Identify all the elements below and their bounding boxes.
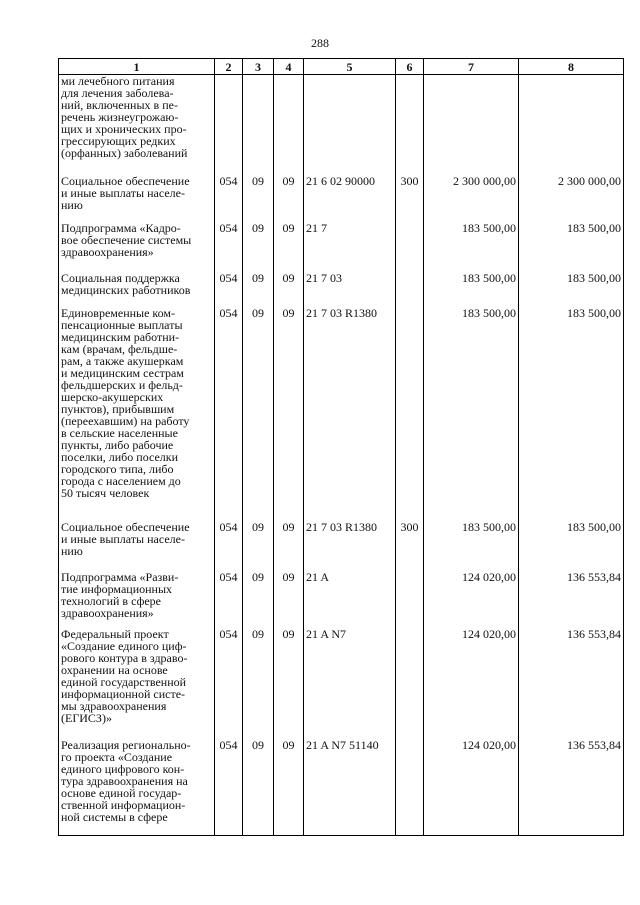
amount-cell: 183 500,00 [424,521,519,571]
target-article-cell: 21 6 02 90000 [304,175,396,222]
section-code-cell: 09 [243,571,274,628]
amount-cell: 136 553,84 [519,628,624,739]
row-name-line: рам, а также акушеркам [61,353,184,368]
ministry-code-cell: 054 [215,628,243,739]
row-name-line: медицинским работни- [61,329,180,344]
ministry-code-cell: 054 [215,571,243,628]
table-header-row [59,59,624,75]
subsection-code-cell: 09 [274,628,304,739]
row-name [59,739,215,836]
amount-cell: 124 020,00 [424,739,519,836]
table-body [59,75,624,836]
row-name [59,307,215,521]
section-code-cell: 09 [243,628,274,739]
expense-type-cell: 300 [396,175,424,222]
target-article-cell: 21 A [304,571,396,628]
expense-type-cell [396,739,424,836]
row-name [59,628,215,739]
row-name-line: ний, включенных в пе- [61,98,178,112]
table-row [59,222,624,272]
column-header: 2 [215,59,243,75]
row-name-line: города с населением до [61,473,181,488]
row-name-line: здравоохранения» [61,244,154,259]
amount-cell [424,75,519,175]
row-name-line: Социальное обеспечение [61,173,190,188]
expense-type-cell: 300 [396,521,424,571]
row-name-line: нию [61,197,83,212]
amount-cell: 2 300 000,00 [519,175,624,222]
target-article-cell: 21 7 03 R1380 [304,521,396,571]
row-name-line: здравоохранения» [61,605,154,620]
amount-cell: 136 553,84 [519,739,624,836]
row-name-line: в сельские населенные [61,425,178,440]
row-name-line: речень жизнеугрожаю- [61,110,179,124]
row-name-line: тие информационных [61,581,173,596]
ministry-code-cell: 054 [215,307,243,521]
row-name [59,75,215,175]
row-name-line: мы здравоохранения [61,698,167,713]
row-name [59,175,215,222]
table-row [59,75,624,175]
target-article-cell: 21 A N7 51140 [304,739,396,836]
row-name-line: и иные выплаты населе- [61,185,185,200]
amount-cell: 183 500,00 [519,307,624,521]
target-article-cell: 21 A N7 [304,628,396,739]
section-code-cell [243,75,274,175]
row-name-line: городского типа, либо [61,461,174,476]
column-header: 1 [59,59,215,75]
row-name-line: Единовременные ком- [61,305,176,320]
budget-table [58,58,624,836]
amount-cell: 183 500,00 [519,222,624,272]
amount-cell: 2 300 000,00 [424,175,519,222]
row-name-line: Подпрограмма «Кадро- [61,220,181,235]
row-name-line: (переехавшим) на работу [61,413,190,428]
section-code-cell: 09 [243,521,274,571]
row-name-line: «Создание единого циф- [61,638,187,653]
expense-type-cell [396,75,424,175]
ministry-code-cell: 054 [215,272,243,307]
row-name-line: ной системы в сфере [61,809,168,824]
row-name [59,521,215,571]
target-article-cell: 21 7 [304,222,396,272]
row-name-line: охранении на основе [61,662,168,677]
row-name-line: нию [61,543,83,558]
row-name-line: рового контура в здраво- [61,650,188,665]
row-name-line: го проекта «Создание [61,749,173,764]
table-row [59,628,624,739]
column-header: 5 [304,59,396,75]
section-code-cell: 09 [243,222,274,272]
subsection-code-cell: 09 [274,175,304,222]
row-name-line: грессирующих редких [61,134,176,148]
ministry-code-cell: 054 [215,739,243,836]
section-code-cell: 09 [243,739,274,836]
row-name-line: пенсационные выплаты [61,317,183,332]
amount-cell: 183 500,00 [424,307,519,521]
subsection-code-cell: 09 [274,739,304,836]
row-name-line: фельдшерских и фельд- [61,377,183,392]
table-row [59,571,624,628]
row-name-line: вое обеспечение системы [61,232,192,247]
table-row [59,272,624,307]
amount-cell: 136 553,84 [519,571,624,628]
row-name [59,222,215,272]
amount-cell [519,75,624,175]
row-name-line: информационной систе- [61,686,186,701]
expense-type-cell [396,222,424,272]
column-header: 6 [396,59,424,75]
expense-type-cell [396,571,424,628]
ministry-code-cell: 054 [215,222,243,272]
target-article-cell [304,75,396,175]
row-name-line: Социальное обеспечение [61,519,190,534]
amount-cell: 183 500,00 [424,272,519,307]
column-header: 7 [424,59,519,75]
row-name-line: Федеральный проект [61,626,169,641]
column-header: 3 [243,59,274,75]
row-name [59,272,215,307]
target-article-cell: 21 7 03 [304,272,396,307]
row-name-line: ственной информацион- [61,797,186,812]
column-header: 8 [519,59,624,75]
row-name-line: (ЕГИСЗ)» [61,710,112,725]
row-name-line: шерско-акушерских [61,389,164,404]
amount-cell: 124 020,00 [424,571,519,628]
row-name-line: (орфанных) заболеваний [61,146,188,160]
row-name-line: Реализация регионально- [61,737,191,752]
row-name-line: для лечения заболева- [61,86,174,100]
subsection-code-cell: 09 [274,307,304,521]
subsection-code-cell: 09 [274,571,304,628]
row-name-line: единой государственной [61,674,187,689]
row-name-line: основе единой государ- [61,785,182,800]
section-code-cell: 09 [243,272,274,307]
ministry-code-cell [215,75,243,175]
row-name-line: тура здравоохранения на [61,773,188,788]
column-header: 4 [274,59,304,75]
row-name [59,571,215,628]
expense-type-cell [396,307,424,521]
table-row [59,739,624,836]
page-number: 288 [311,36,329,50]
row-name-line: Подпрограмма «Разви- [61,569,179,584]
subsection-code-cell: 09 [274,272,304,307]
section-code-cell: 09 [243,307,274,521]
row-name-line: Социальная поддержка [61,270,180,285]
subsection-code-cell: 09 [274,222,304,272]
subsection-code-cell: 09 [274,521,304,571]
row-name-line: поселки, либо поселки [61,449,179,464]
target-article-cell: 21 7 03 R1380 [304,307,396,521]
subsection-code-cell [274,75,304,175]
section-code-cell: 09 [243,175,274,222]
row-name-line: пункты, либо рабочие [61,437,174,452]
row-name-line: 50 тысяч человек [61,485,150,500]
row-name-line: единого цифрового кон- [61,761,185,776]
table-row [59,175,624,222]
row-name-line: кам (врачам, фельдше- [61,341,178,356]
row-name-line: технологий в сфере [61,593,161,608]
table-row [59,307,624,521]
expense-type-cell [396,628,424,739]
row-name-line: и иные выплаты населе- [61,531,185,546]
row-name-line: медицинских работников [61,282,191,297]
amount-cell: 183 500,00 [519,521,624,571]
amount-cell: 183 500,00 [519,272,624,307]
row-name-line: ми лечебного питания [61,74,175,88]
expense-type-cell [396,272,424,307]
amount-cell: 183 500,00 [424,222,519,272]
amount-cell: 124 020,00 [424,628,519,739]
row-name-line: пунктов), прибывшим [61,401,175,416]
ministry-code-cell: 054 [215,521,243,571]
row-name-line: и медицинским сестрам [61,365,184,380]
ministry-code-cell: 054 [215,175,243,222]
row-name-line: щих и хронических про- [61,122,187,136]
table-row [59,521,624,571]
